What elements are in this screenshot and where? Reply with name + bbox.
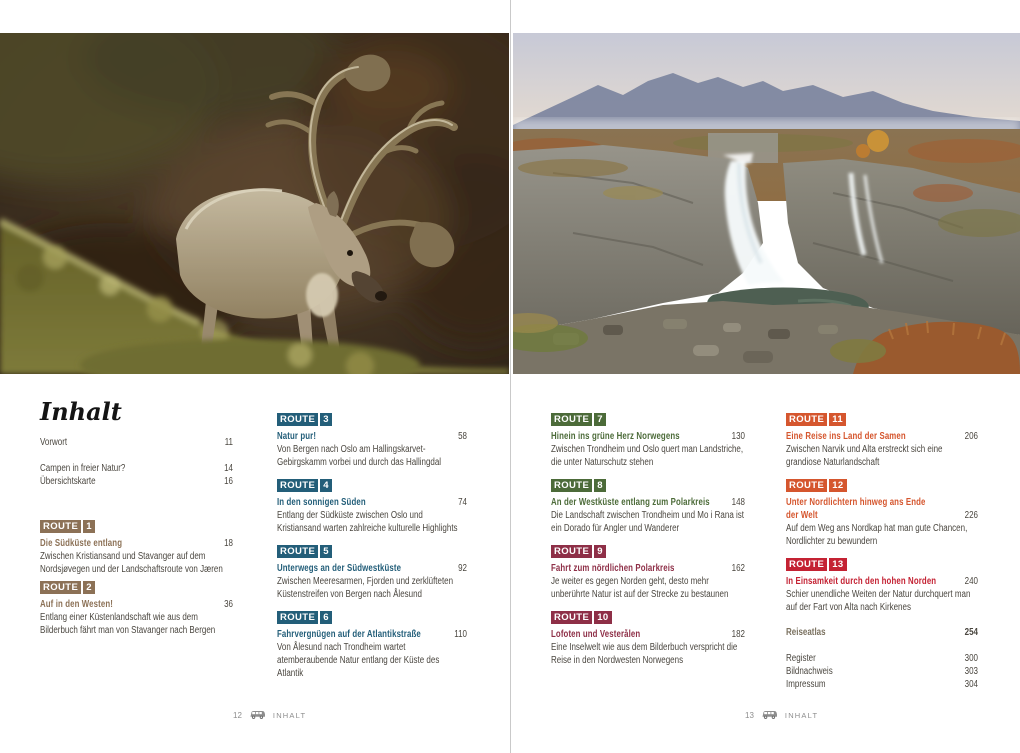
- route-badge-number: 6: [320, 611, 332, 624]
- route-title: Eine Reise ins Land der Samen: [786, 431, 906, 442]
- back-matter-row: [786, 678, 978, 691]
- route-title: In den sonnigen Süden: [277, 497, 366, 508]
- route-description: Von Bergen nach Oslo am Hallingskarvet-Gebirgskamm vorbei und durch das Hallingdal: [277, 444, 442, 468]
- route-badge: [277, 545, 467, 558]
- camper-van-icon: [249, 709, 266, 722]
- route-title: In Einsamkeit durch den hohen Norden: [786, 576, 937, 587]
- route-badge: [551, 413, 745, 426]
- back-matter-page: 254: [964, 627, 978, 638]
- route-badge: [277, 479, 467, 492]
- reindeer-photo: [0, 33, 509, 374]
- route-page-number: 240: [964, 576, 978, 587]
- route-badge: [551, 611, 745, 624]
- front-matter: [40, 436, 233, 488]
- waterfall-photo: [513, 33, 1020, 374]
- route-title: Hinein ins grüne Herz Norwegens: [551, 431, 680, 442]
- route-entry-4: [277, 479, 467, 535]
- route-badge-number: 2: [83, 581, 95, 594]
- route-entry-8: [551, 479, 745, 535]
- route-entry-10: [551, 611, 745, 667]
- front-matter-row: [40, 462, 233, 475]
- route-badge: [551, 545, 745, 558]
- route-page-number: 162: [731, 563, 745, 574]
- route-page-number: 182: [731, 629, 745, 640]
- toc-column-1: [40, 398, 233, 647]
- route-page-number: 92: [458, 563, 467, 574]
- route-badge-label: ROUTE: [40, 520, 81, 533]
- route-entry-2: [40, 581, 233, 637]
- route-title: Auf in den Westen!: [40, 599, 113, 610]
- route-badge-label: ROUTE: [277, 545, 318, 558]
- route-description: Zwischen Narvik und Alta erstreckt sich eine grandiose Naturlandschaft: [786, 444, 943, 468]
- route-title: Unterwegs an der Südwestküste: [277, 563, 402, 574]
- route-description: Eine Inselwelt wie aus dem Bilderbuch verspricht die Reise in den Nordwesten Norwegens: [551, 642, 738, 666]
- route-description: Die Landschaft zwischen Trondheim und Mo i Rana ist ein Dorado für Angler und Wanderer: [551, 510, 744, 534]
- route-page-number: 226: [964, 510, 978, 521]
- route-badge-number: 9: [594, 545, 606, 558]
- route-title: Natur pur!: [277, 431, 317, 442]
- page-title: Inhalt: [40, 397, 122, 426]
- route-badge: [40, 520, 233, 533]
- route-page-number: 74: [458, 497, 467, 508]
- route-title: An der Westküste entlang zum Polarkreis: [551, 497, 710, 508]
- route-badge-number: 12: [829, 479, 846, 492]
- back-matter-row: [786, 665, 978, 678]
- back-matter-page: 300: [964, 653, 978, 664]
- route-title: Unter Nordlichtern hinweg ans Ende der Welt: [786, 497, 926, 521]
- route-badge-number: 10: [594, 611, 611, 624]
- front-matter-page: 14: [224, 463, 233, 474]
- route-page-number: 130: [731, 431, 745, 442]
- route-badge-label: ROUTE: [277, 413, 318, 426]
- back-matter-label: Impressum: [786, 679, 826, 690]
- route-entry-7: [551, 413, 745, 469]
- route-badge: [786, 413, 978, 426]
- reindeer-illustration: [0, 33, 509, 374]
- route-badge: [40, 581, 233, 594]
- route-description: Von Ålesund nach Trondheim wartet atemberaubende Natur entlang der Küste des Atlantik: [277, 642, 440, 679]
- route-badge-number: 4: [320, 479, 332, 492]
- back-matter: [786, 626, 978, 691]
- route-badge-number: 8: [594, 479, 606, 492]
- front-matter-page: 11: [224, 437, 233, 448]
- route-badge: [786, 558, 978, 571]
- page-number: 13: [745, 710, 754, 720]
- page-number: 12: [233, 710, 242, 720]
- route-badge-label: ROUTE: [551, 479, 592, 492]
- front-matter-row: [40, 475, 233, 488]
- back-matter-page: 303: [964, 666, 978, 677]
- route-badge-label: ROUTE: [786, 413, 827, 426]
- route-entry-13: [786, 558, 978, 614]
- front-matter-label: Übersichtskarte: [40, 476, 96, 487]
- route-description: Zwischen Kristiansand und Stavanger auf dem Nordsjøvegen und der Landschaftsroute von Jæren: [40, 551, 223, 575]
- back-matter-label: Register: [786, 653, 816, 664]
- route-entry-5: [277, 545, 467, 601]
- route-entry-12: [786, 479, 978, 548]
- route-entry-9: [551, 545, 745, 601]
- route-entry-1: [40, 520, 233, 576]
- route-badge-number: 7: [594, 413, 606, 426]
- route-badge: [277, 611, 467, 624]
- back-matter-row: [786, 652, 978, 665]
- route-entry-11: [786, 413, 978, 469]
- back-matter-row: [786, 626, 978, 639]
- footer-left: [233, 709, 306, 721]
- route-badge-number: 13: [829, 558, 846, 571]
- route-description: Je weiter es gegen Norden geht, desto mehr unberührte Natur ist auf der Strecke zu bestaunen: [551, 576, 729, 600]
- route-page-number: 110: [454, 629, 467, 640]
- route-badge-label: ROUTE: [551, 545, 592, 558]
- route-page-number: 58: [458, 431, 467, 442]
- route-badge-label: ROUTE: [786, 479, 827, 492]
- route-description: Schier unendliche Weiten der Natur durchquert man auf der Fart von Alta nach Kirkenes: [786, 589, 971, 613]
- route-description: Auf dem Weg ans Nordkap hat man gute Chancen, Nordlichter zu bewundern: [786, 523, 968, 547]
- route-title: Fahrt zum nördlichen Polarkreis: [551, 563, 675, 574]
- route-badge-number: 3: [320, 413, 332, 426]
- route-badge-number: 11: [829, 413, 846, 426]
- back-matter-label: Bildnachweis: [786, 666, 833, 677]
- route-badge-label: ROUTE: [551, 611, 592, 624]
- back-matter-page: 304: [964, 679, 978, 690]
- back-matter-label: Reiseatlas: [786, 627, 826, 638]
- route-title: Fahrvergnügen auf der Atlantikstraße: [277, 629, 421, 640]
- route-description: Zwischen Trondheim und Oslo quert man Landstriche, die unter Naturschutz stehen: [551, 444, 744, 468]
- route-badge-label: ROUTE: [277, 611, 318, 624]
- front-matter-label: Campen in freier Natur?: [40, 463, 126, 474]
- waterfall-illustration: [513, 33, 1020, 374]
- route-page-number: 148: [731, 497, 745, 508]
- route-entry-3: [277, 413, 467, 469]
- front-matter-label: Vorwort: [40, 437, 68, 448]
- route-title: Lofoten und Vesterålen: [551, 629, 641, 640]
- route-badge: [786, 479, 978, 492]
- camper-van-icon: [761, 709, 778, 722]
- front-matter-row: [40, 436, 233, 449]
- route-badge-number: 5: [320, 545, 332, 558]
- front-matter-page: 16: [224, 476, 233, 487]
- route-description: Entlang der Südküste zwischen Oslo und Kristiansand warten zahlreiche kulturelle Highlights: [277, 510, 458, 534]
- route-page-number: 36: [224, 599, 233, 610]
- route-badge-label: ROUTE: [551, 413, 592, 426]
- toc-column-4: [786, 413, 978, 691]
- route-description: Entlang einer Küstenlandschaft wie aus dem Bilderbuch fährt man von Stavanger nach Bergen: [40, 612, 216, 636]
- route-badge-label: ROUTE: [786, 558, 827, 571]
- route-badge-label: ROUTE: [40, 581, 81, 594]
- spine-divider: [510, 0, 511, 753]
- toc-column-2: [277, 413, 467, 690]
- route-description: Zwischen Meeresarmen, Fjorden und zerklüfteten Küstenstreifen von Bergen nach Ålesund: [277, 576, 454, 600]
- route-entry-6: [277, 611, 467, 680]
- route-badge-number: 1: [83, 520, 95, 533]
- route-title: Die Südküste entlang: [40, 538, 123, 549]
- footer-right: [745, 709, 818, 721]
- footer-section-label: INHALT: [272, 710, 307, 720]
- route-page-number: 18: [224, 538, 233, 549]
- toc-column-3: [551, 413, 745, 677]
- route-badge-label: ROUTE: [277, 479, 318, 492]
- route-badge: [551, 479, 745, 492]
- route-page-number: 206: [964, 431, 978, 442]
- footer-section-label: INHALT: [784, 710, 819, 720]
- route-badge: [277, 413, 467, 426]
